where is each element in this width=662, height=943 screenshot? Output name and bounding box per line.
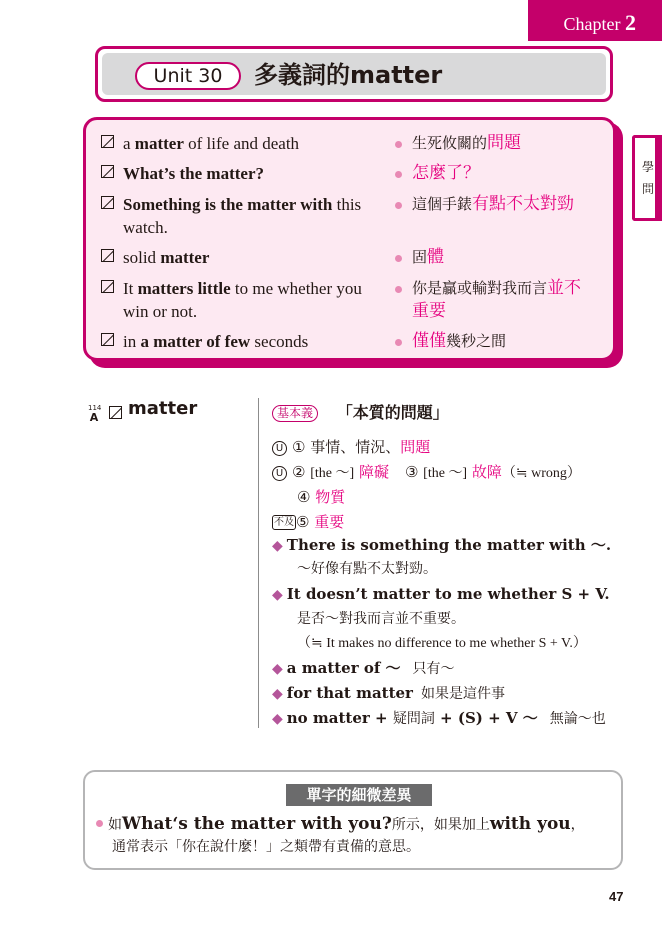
definition-line: ④ 物質 [297,488,346,506]
checkbox-icon [109,406,122,419]
checkbox-icon [101,333,114,346]
bullet-icon [395,141,402,148]
note-line: 如What‘s the matter with you?所示，如果加上with you， [96,813,585,836]
basic-meaning-line: 基本義 「本質的問題」 [272,402,449,424]
entry-headword: matter [128,398,198,419]
diamond-icon: ◆ [272,661,283,677]
uncountable-icon: U [272,441,287,456]
example-note: （≒ It makes no difference to me whether S + V.） [297,636,587,651]
phrase-box: a matter of life and death 生死攸關的問題 What’s the matter? 怎麼了？ Something is the matter with this watch. 這個手錶有點不太對勁 solid matter 固體 It matters little to me whether you win or not. 你是贏或輸對我而言並不重要 in a matter of few seconds 僅僅幾秒之間 [83,117,616,361]
note-line: 通常表示「你在說什麼！」之類帶有責備的意思。 [112,839,420,855]
note-title: 單字的細微差異 [286,784,432,806]
uncountable-icon: U [272,466,287,481]
diamond-icon: ◆ [272,587,283,603]
bullet-icon [395,339,402,346]
example-line: ◆ for that matter 如果是這件事 [272,684,505,702]
diamond-icon: ◆ [272,686,283,702]
checkbox-icon [101,196,114,209]
diamond-icon: ◆ [272,538,283,554]
diamond-icon: ◆ [272,711,283,727]
side-tab-bar [655,135,662,221]
bullet-icon [395,171,402,178]
bullet-icon [395,286,402,293]
example-line: ◆ no matter + 疑問詞 + (S) + V ～ 無論～也 [272,709,606,727]
example-line: ◆ a matter of ～ 只有～ [272,659,455,677]
checkbox-icon [101,280,114,293]
basic-meaning-tag: 基本義 [272,405,318,422]
title-banner [95,46,613,102]
bullet-icon [96,820,103,827]
checkbox-icon [101,165,114,178]
page-number: 47 [609,889,624,904]
chapter-rule [528,38,662,41]
definition-line: U ① 事情、情況、問題 [272,436,430,458]
example-line: ◆ There is something the matter with ～. [272,536,612,554]
column-divider [258,398,259,728]
checkbox-icon [101,249,114,262]
bullet-icon [395,202,402,209]
example-translation: 是否～對我而言並不重要。 [297,611,465,627]
bullet-icon [395,255,402,262]
page-title: 多義詞的matter [254,61,443,89]
example-translation: ～好像有點不太對勁。 [297,561,437,577]
definition-line: 不及 ⑤ 重要 [274,513,345,531]
definition-line: U ② [the ～] 障礙 ③ [the ～] 故障（≒ wrong） [272,461,581,485]
chapter-tab: Chapter 2 [528,0,662,38]
intransitive-tag: 不及 [274,517,294,528]
example-line: ◆ It doesn’t matter to me whether S + V. [272,585,610,603]
side-tab: 學問 [632,135,662,221]
unit-label: Unit 30 [135,62,241,90]
checkbox-icon [101,135,114,148]
entry-number: 114 A [88,404,102,424]
